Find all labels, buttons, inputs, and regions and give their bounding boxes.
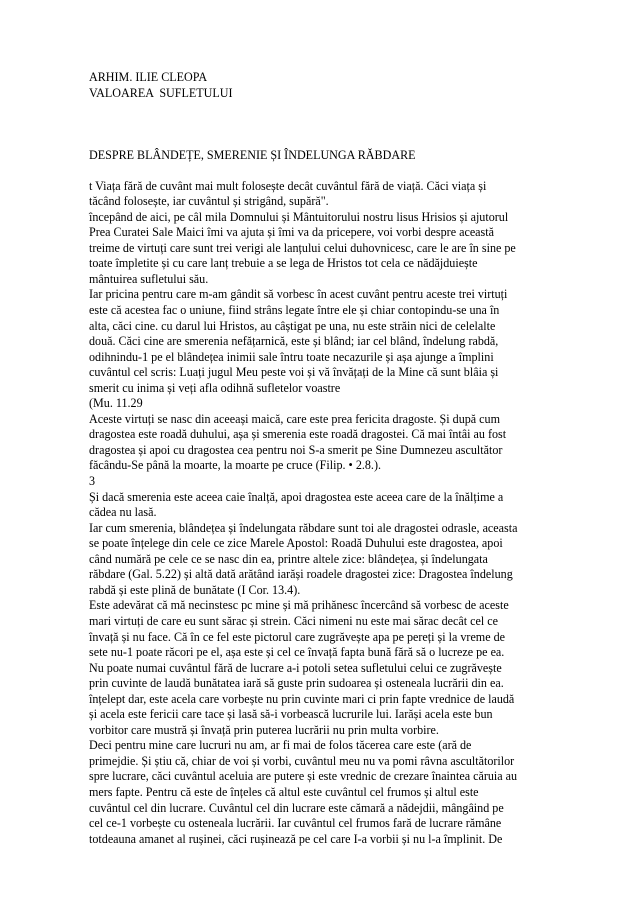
text-line: alta, căci cine. cu darul lui Hristos, au câștigat pe una, nu este străin nici de celelalte	[89, 318, 496, 333]
text-line: rabdă și este plină de bunătate (I Cor. 13.4).	[89, 582, 301, 597]
text-line: Prea Curatei Sale Maici îmi va ajuta și îmi va da pricepere, voi vorbi despre această	[89, 225, 494, 240]
text-line: Aceste virtuți se nasc din aceeași maică, care este prea fericita dragoste. Și după cum	[89, 411, 500, 426]
text-line: învață și nu face. Că în ce fel este pictorul care zugrăvește apa pe pereți și la vreme de	[89, 629, 506, 644]
text-line: Iar cum smerenia, blândețea și îndelungata răbdare sunt toi ale dragostei odrasle, aceasta	[89, 520, 518, 535]
text-line: 3	[89, 474, 96, 489]
text-line: tăcând folosește, iar cuvântul și strigând, supără".	[89, 194, 329, 209]
text-line: Deci pentru mine care lucruri nu am, ar fi mai de folos tăcerea care este (ară de	[89, 738, 472, 753]
text-line: vorbitor care mustră și învață prin puterea lucrării nu prin multa vorbire.	[89, 722, 439, 737]
text-line: se poate înțelege din cele ce zice Marele Apostol: Roadă Duhului este dragostea, apoi	[89, 536, 503, 551]
text-line: odihnindu-1 pe el blândețea inimii sale întru toate necazurile și așa ajunge a împlini	[89, 349, 494, 364]
text-line: când numără pe cele ce se nasc din ea, printre altele zice: blândețea, și îndelungata	[89, 551, 488, 566]
text-line: primejdie. Și știu că, chiar de voi și vorbi, cuvântul meu nu va pomi râvna ascultătorilor	[89, 753, 515, 768]
body-text	[89, 179, 553, 848]
text-line: înțelept dar, este acela care vorbește nu prin cuvinte mari ci prin fapte vrednice de laudă	[89, 691, 515, 706]
text-line: dragostea și apoi cu dragostea cea pentru noi S-a smerit pe Sine Dumnezeu ascultător	[89, 442, 503, 457]
author-line: ARHIM. ILIE CLEOPA	[89, 70, 208, 84]
text-line: treime de virtuți care sunt trei verigi ale lanțului celui duhovnicesc, care le are în sine pe	[89, 240, 516, 255]
text-line: Este adevărat că mă necinstesc pc mine și mă prihănesc încercând să vorbesc de aceste	[89, 598, 509, 613]
book-title: VALOAREA SUFLETULUI	[89, 85, 233, 100]
text-line: prin cuvinte de laudă bunătatea iară să guste prin sudoarea și osteneala lucrării din ea.	[89, 676, 504, 691]
text-line: toate împletite și cu care lanț trebuie a se lega de Hristos tot cela ce nădăjduiește	[89, 256, 478, 271]
text-line: Și dacă smerenia este aceea caie înalță, apoi dragostea este aceea care de la înălțime a	[89, 489, 504, 504]
text-line: răbdare (Gal. 5.22) și altă dată arătând iarăși roadele dragostei zice: Dragostea îndelung	[89, 567, 513, 582]
text-line: începând de aici, pe câl mila Domnului și Mântuitorului nostru lisus Hrisios și ajutorul	[89, 209, 509, 224]
text-line: mântuirea sufletului său.	[89, 271, 209, 286]
text-line: smerit cu inima și veți afla odihnă sufletelor voastre	[89, 380, 341, 395]
text-line: (Mu. 11.29	[89, 396, 143, 411]
text-line: cădea nu lasă.	[89, 505, 157, 520]
text-line: sete nu-1 poate răcori pe el, așa este și cel ce învață fapta bună fără să o lucreze pe ea.	[89, 645, 505, 660]
text-line: cel ce-1 vorbește cu osteneala lucrării. Iar cuvântul cel frumos fară de lucrare rămâne	[89, 816, 502, 831]
text-line: mari virtuți de care eu sunt sărac și strein. Căci nimeni nu este mai sărac decât cel ce	[89, 613, 498, 628]
text-line: dragostea este roadă duhului, așa și smerenia este roadă dragostei. Că mai întâi au fost	[89, 427, 507, 442]
text-line: Nu poate numai cuvântul fără de lucrare a-i potoli setea sufletului celui ce zugrăvește	[89, 660, 502, 675]
header-spacer	[89, 101, 553, 148]
text-line: este că acestea fac o uniune, fiind strâns legate între ele și chiar contopindu-se una în	[89, 303, 500, 318]
text-line: făcându-Se până la moarte, la moarte pe cruce (Filip. • 2.8.).	[89, 458, 382, 473]
title-spacer	[89, 164, 553, 179]
section-title: DESPRE BLÂNDEȚE, SMERENIE ȘI ÎNDELUNGA RĂBDARE	[89, 148, 416, 163]
text-line: Iar pricina pentru care m-am gândit să vorbesc în acest cuvânt pentru aceste trei virtuți	[89, 287, 508, 302]
text-line: t Viața fără de cuvânt mai mult folosește decât cuvântul fără de viață. Căci viața și	[89, 178, 487, 193]
document-page	[89, 70, 553, 847]
text-line: cuvântul cel scris: Luați jugul Meu peste voi și vă învățați de la Mine că sunt blâia și	[89, 365, 499, 380]
text-line: mers fapte. Pentru că este de înțeles că altul este cuvântul cel frumos și altul este	[89, 784, 479, 799]
text-line: și acela este fericii care tace și lasă să-i vorbească lucrurile lui. Iarăși acela este bun	[89, 707, 493, 722]
text-line: două. Căci cine are smerenia nefățarnică, este și blând; iar cel blând, îndelung rabdă,	[89, 334, 499, 349]
text-line: totdeauna amanet al rușinei, căci rușinează pe cel care I-a vorbii și nu l-a împlinit. De	[89, 831, 503, 846]
text-line: cuvântul cel din lucrare. Cuvântul cel din lucrare este cămară a nădejdii, mângâind pe	[89, 800, 504, 815]
text-line: spre lucrare, căci cuvântul aceluia are putere și este vrednic de crezare înaintea căruia au	[89, 769, 518, 784]
